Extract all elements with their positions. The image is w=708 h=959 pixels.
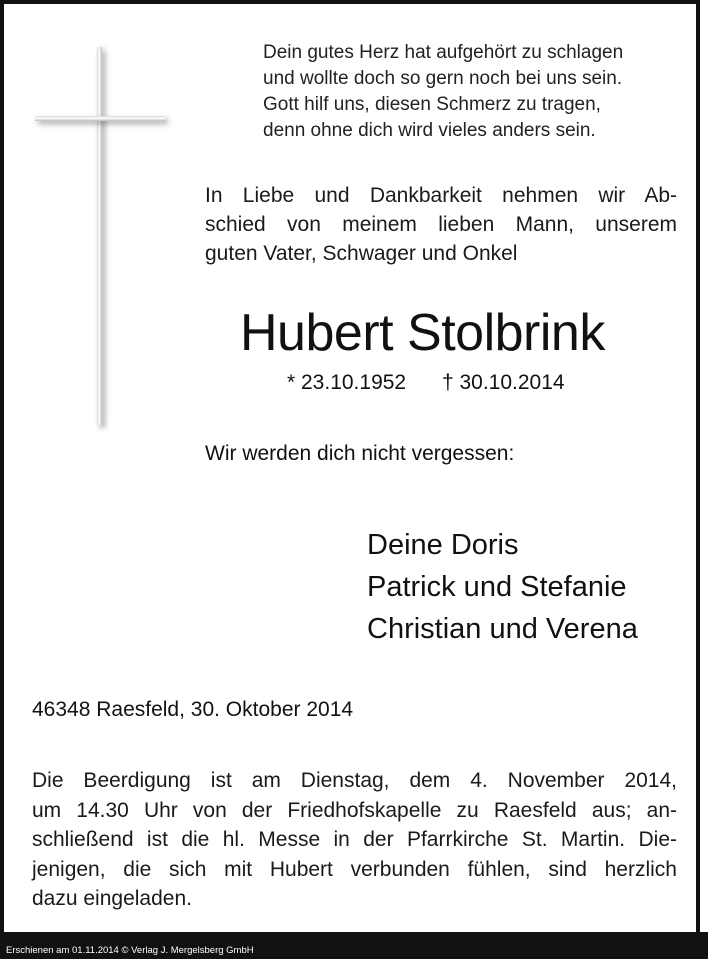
- funeral-line: schließend ist die hl. Messe in der Pfarrkirche St. Martin. Die-: [32, 828, 677, 851]
- poem-line: Gott hilf uns, diesen Schmerz zu tragen,: [263, 94, 601, 115]
- intro-text: [205, 181, 677, 268]
- poem-line: denn ohne dich wird vieles anders sein.: [263, 120, 596, 141]
- deceased-name: Hubert Stolbrink: [240, 304, 605, 362]
- funeral-line: dazu eingeladen.: [32, 887, 192, 910]
- birth-date: * 23.10.1952: [287, 371, 407, 394]
- place-date: 46348 Raesfeld, 30. Oktober 2014: [32, 698, 354, 721]
- cross-horizontal-beam: [35, 116, 165, 121]
- poem: [263, 40, 683, 144]
- intro-line: In Liebe und Dankbarkeit nehmen wir Ab-: [205, 184, 677, 207]
- funeral-line: Die Beerdigung ist am Dienstag, dem 4. November 2014,: [32, 769, 677, 792]
- publication-footer: [0, 932, 708, 959]
- family-member: Christian und Verena: [367, 613, 638, 645]
- poem-line: und wollte doch so gern noch bei uns sein.: [263, 68, 623, 89]
- poem-line: Dein gutes Herz hat aufgehört zu schlagen: [263, 42, 624, 63]
- funeral-line: um 14.30 Uhr von der Friedhofskapelle zu Raesfeld aus; an-: [32, 798, 677, 822]
- family-member: Patrick und Stefanie: [367, 571, 627, 603]
- funeral-info: [32, 766, 677, 914]
- family-member: Deine Doris: [367, 529, 519, 561]
- funeral-line: jenigen, die sich mit Hubert verbunden fühlen, sind herzlich: [32, 857, 677, 881]
- life-dates: [287, 369, 565, 397]
- death-date: † 30.10.2014: [441, 371, 565, 394]
- cross-vertical-beam: [97, 47, 102, 425]
- intro-line: schied von meinem lieben Mann, unserem: [205, 213, 677, 236]
- remember-line: Wir werden dich nicht vergessen:: [205, 442, 515, 465]
- intro-line: guten Vater, Schwager und Onkel: [205, 242, 518, 265]
- footer-text: Erschienen am 01.11.2014 © Verlag J. Mergelsberg GmbH: [6, 945, 254, 956]
- family-signatures: [367, 524, 638, 650]
